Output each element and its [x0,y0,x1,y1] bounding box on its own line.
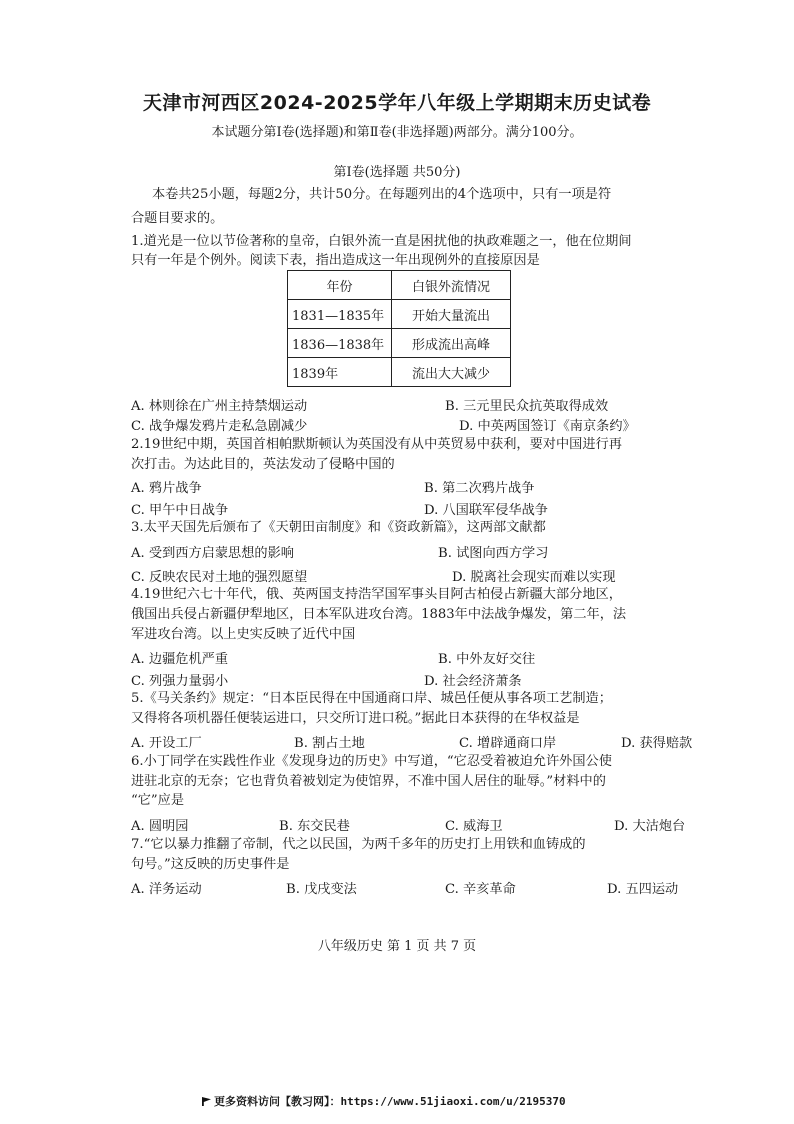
q4-stem-line-3: 军进攻台湾。以上史实反映了近代中国 [131,627,356,642]
table-row [288,329,511,358]
table-cell: 流出大大减少 [392,358,511,387]
q6-option-b: B. 东交民巷 [279,819,350,834]
q2-option-b: B. 第二次鸦片战争 [424,481,535,496]
table-cell: 形成流出高峰 [392,329,511,358]
q5-stem-line-1: 5.《马关条约》规定：“日本臣民得在中国通商口岸、城邑任便从事各项工艺制造； [131,691,612,706]
q5-option-c: C. 增辟通商口岸 [459,736,557,751]
q4-stem-line-2: 俄国出兵侵占新疆伊犁地区，日本军队进攻台湾。1883年中法战争爆发，第二年，法 [131,607,627,622]
q6-stem-line-3: “它”应是 [131,793,185,808]
table-header-outflow: 白银外流情况 [392,271,511,300]
section-heading: 第Ⅰ卷(选择题 共50分) [333,165,461,180]
q3-option-b: B. 试图向西方学习 [438,546,549,561]
q1-option-c: C. 战争爆发鸦片走私急剧减少 [131,419,308,434]
q7-stem-line-2: 句号。”这反映的历史事件是 [131,857,290,872]
q2-option-c: C. 甲午中日战争 [131,503,229,518]
q7-option-c: C. 辛亥革命 [445,882,516,897]
flag-icon [202,1097,211,1106]
q2-stem-line-1: 2.19世纪中期，英国首相帕默斯顿认为英国没有从中英贸易中获利，要对中国进行再 [131,437,622,452]
instructions-line-1: 本卷共25小题，每题2分，共计50分。在每题列出的4个选项中，只有一项是符 [152,187,612,202]
q1-option-a: A. 林则徐在广州主持禁烟运动 [131,399,308,414]
instructions-line-2: 合题目要求的。 [131,211,224,226]
q6-stem-line-1: 6.小丁同学在实践性作业《发现身边的历史》中写道，“它忍受着被迫允许外国公使 [131,754,612,769]
q5-option-b: B. 割占土地 [294,736,365,751]
q6-option-a: A. 圆明园 [131,819,189,834]
exam-title: 天津市河西区2024-2025学年八年级上学期期末历史试卷 [142,92,652,114]
q1-stem-line-1: 1.道光是一位以节俭著称的皇帝，白银外流一直是困扰他的执政难题之一，他在位期间 [131,234,632,249]
table-cell: 开始大量流出 [392,300,511,329]
table-cell: 1836—1838年 [288,329,392,358]
q4-option-d: D. 社会经济萧条 [424,674,522,689]
table-header-row [288,271,511,300]
q1-option-d: D. 中英两国签订《南京条约》 [459,419,636,434]
q4-stem-line-1: 4.19世纪六七十年代，俄、英两国支持浩罕国军事头目阿古柏侵占新疆大部分地区， [131,587,622,602]
table-header-year: 年份 [288,271,392,300]
q7-option-b: B. 戊戌变法 [286,882,357,897]
q4-option-c: C. 列强力量弱小 [131,674,229,689]
q3-option-d: D. 脱离社会现实而难以实现 [452,570,616,585]
q3-stem-line-1: 3.太平天国先后颁布了《天朝田亩制度》和《资政新篇》，这两部文献都 [131,520,546,535]
q2-stem-line-2: 次打击。为达此目的，英法发动了侵略中国的 [131,457,395,472]
promo-text: 更多资料访问【教习网】：https://www.51jiaoxi.com/u/2195370 [214,1095,566,1108]
q5-option-a: A. 开设工厂 [131,736,202,751]
table-row [288,358,511,387]
q3-option-a: A. 受到西方启蒙思想的影响 [131,546,294,561]
q3-option-c: C. 反映农民对土地的强烈愿望 [131,570,308,585]
q4-option-b: B. 中外友好交往 [438,652,536,667]
page-footer: 八年级历史 第 1 页 共 7 页 [317,939,477,954]
q7-option-d: D. 五四运动 [607,882,679,897]
q5-stem-line-2: 又得将各项机器任便装运进口，只交所订进口税。”据此日本获得的在华权益是 [131,711,580,726]
q6-option-c: C. 威海卫 [445,819,503,834]
q7-stem-line-1: 7.“它以暴力推翻了帝制，代之以民国，为两千多年的历史打上用铁和血铸成的 [131,837,586,852]
q1-stem-line-2: 只有一年是个例外。阅读下表，指出造成这一年出现例外的直接原因是 [131,253,540,268]
q1-option-b: B. 三元里民众抗英取得成效 [445,399,609,414]
q6-option-d: D. 大沽炮台 [614,819,686,834]
table-row [288,300,511,329]
q6-stem-line-2: 进驻北京的无奈；它也背负着被划定为使馆界，不准中国人居住的耻辱。”材料中的 [131,774,606,789]
q7-option-a: A. 洋务运动 [131,882,202,897]
table-cell: 1831—1835年 [288,300,392,329]
q2-option-d: D. 八国联军侵华战争 [424,503,548,518]
q5-option-d: D. 获得赔款 [621,736,693,751]
table-cell: 1839年 [288,358,392,387]
q4-option-a: A. 边疆危机严重 [131,652,229,667]
q2-option-a: A. 鸦片战争 [131,481,202,496]
exam-subtitle: 本试题分第Ⅰ卷(选择题)和第Ⅱ卷(非选择题)两部分。满分100分。 [211,125,583,140]
promo-link[interactable] [202,1093,566,1109]
silver-outflow-table [287,270,511,387]
